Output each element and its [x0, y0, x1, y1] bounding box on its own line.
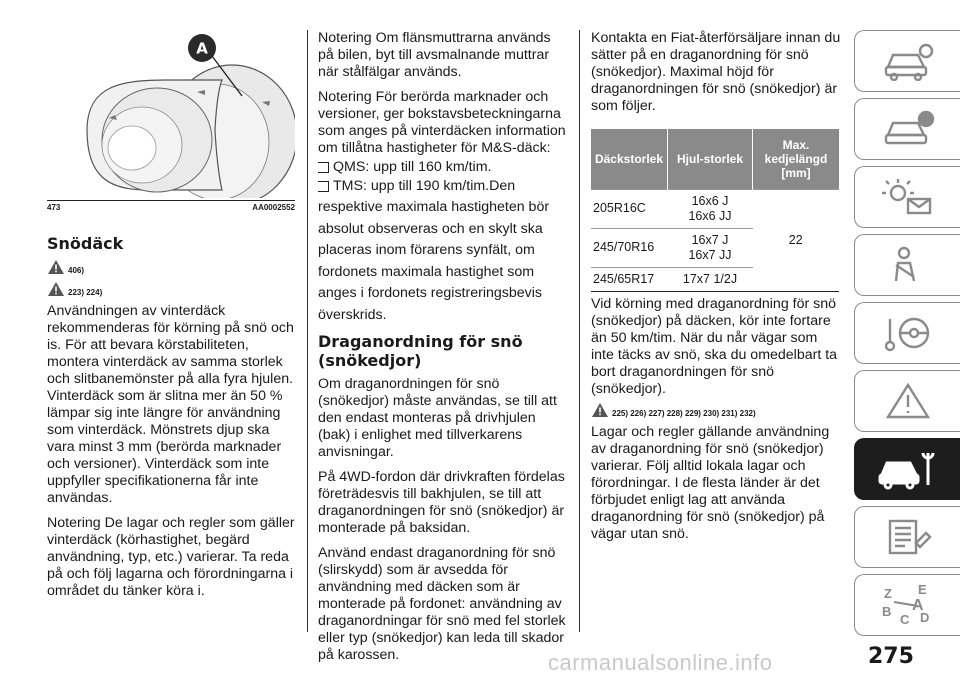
table-cell: 245/65R17	[591, 267, 668, 291]
warning-ref-3	[591, 402, 841, 418]
figure-number: 473	[47, 203, 61, 212]
warning-ref-1	[47, 259, 295, 275]
table-cell-max-length: 22	[753, 189, 840, 291]
paragraph: Vid körning med draganordning för snö (snökedjor) på däcken, kör inte fortare än 50 km/tim. När du når vägar som inte täcks av snö, ska du omedelbart ta bort draganordningen för snö (snökedjor).	[591, 295, 838, 397]
winter-tyre-illustration	[47, 30, 295, 198]
callout-a: A	[196, 39, 208, 58]
safety-icon	[880, 245, 936, 285]
bullet-text: TMS: upp till 190 km/tim.Den	[333, 178, 516, 194]
paragraph: Om draganordningen för snö (snökedjor) måste användas, se till att den endast monteras på drivhjulen (bak) i enlighet med tillverkarens anvisningar.	[318, 376, 557, 460]
table-header: Max. kedjelängd [mm]	[753, 129, 840, 189]
tyre-figure	[47, 30, 295, 198]
tab-dashboard[interactable]	[854, 30, 960, 92]
wheel-size: 16x7 J	[691, 232, 729, 247]
warning-triangle-icon	[47, 259, 65, 275]
table-cell: 245/70R16	[591, 228, 668, 267]
section-heading-snow-chains: Draganordning för snö (snökedjor)	[318, 332, 523, 370]
bullet-marker-icon	[318, 181, 329, 192]
table-header: Däckstorlek	[591, 129, 668, 189]
paragraph: På 4WD-fordon där drivkraften fördelas företrädesvis till bakhjulen, se till att draganordningen för snö (snökedjor) är monterade på baksidan.	[318, 469, 565, 536]
column-divider	[579, 30, 580, 632]
tab-maintenance[interactable]	[854, 438, 960, 500]
column-divider	[307, 30, 308, 632]
car-info-icon	[880, 109, 936, 149]
paragraph: Använd endast draganordning för snö (slirskydd) som är avsedda för användning med däcken som är monterade på fordonet: användning av draganordningar för snö med fel storlek eller typ (snökedjor) kan leda till skador på karossen.	[318, 545, 566, 663]
wheel-size: 16x6 J	[691, 193, 729, 208]
bullet-item	[318, 159, 568, 176]
figure-code: AA0002552	[252, 203, 295, 212]
technical-data-icon	[880, 517, 936, 557]
paragraph: Kontakta en Fiat-återförsäljare innan du sätter på en draganordning för snö (snökedjor). Maximal höjd för draganordningen för snö (snökedjor) är som följer.	[591, 30, 841, 114]
table-cell: 17x7 1/2J	[668, 267, 753, 291]
table-cell: 205R16C	[591, 189, 668, 228]
warning-lights-icon	[880, 177, 936, 217]
figure-caption	[47, 200, 295, 212]
table-row	[591, 189, 839, 228]
warning-triangle-icon	[47, 281, 65, 297]
column-2	[318, 30, 568, 672]
svg-text:Z: Z	[883, 586, 892, 601]
warning-ref-text-2: 223) 224)	[68, 288, 103, 297]
tab-safety[interactable]	[854, 234, 960, 296]
paragraph: Notering De lagar och regler som gäller vinterdäck (körhastighet, begärd användning, typ, etc.) varierar. Ta reda på och följ lagarna och förordningarna i området du tänker köra i.	[47, 515, 295, 599]
tab-emergency[interactable]	[854, 370, 960, 432]
svg-text:D: D	[919, 610, 929, 625]
svg-text:B: B	[881, 604, 891, 619]
svg-text:E: E	[917, 582, 927, 597]
watermark: carmanualsonline.info	[548, 650, 773, 675]
wheel-size: 16x6 JJ	[688, 208, 732, 223]
warning-ref-text-3: 225) 226) 227) 228) 229) 230) 231) 232)	[612, 408, 756, 418]
paragraph: Notering För berörda marknader och versioner, ger bokstavsbeteckningarna som anges på vinterdäcken information om tillåtna hastigheter för M&S-däck:	[318, 89, 566, 156]
warning-ref-text-1: 406)	[68, 266, 85, 275]
svg-text:C: C	[899, 612, 909, 627]
section-heading-winter-tyres: Snödäck	[47, 234, 124, 253]
index-icon	[878, 582, 938, 628]
svg-text:A: A	[911, 597, 924, 614]
bullet-marker-icon	[318, 162, 329, 173]
table-cell	[668, 189, 753, 228]
table-cell	[668, 228, 753, 267]
paragraph: respektive maximala hastigheten bör absolut observeras och en skylt ska placeras inom förarens synfält, om fordonets maximala hastighet som anges i fordonets registreringsbevis överskrids.	[318, 199, 550, 323]
warning-triangle-icon	[591, 402, 609, 418]
tab-index[interactable]	[854, 574, 960, 636]
tab-warning-lights[interactable]	[854, 166, 960, 228]
bullet-text: QMS: upp till 160 km/tim.	[333, 159, 492, 175]
warning-ref-2	[47, 281, 295, 297]
column-3	[591, 30, 841, 551]
tab-car-info[interactable]	[854, 98, 960, 160]
page-number: 275	[868, 644, 914, 669]
starting-driving-icon	[880, 313, 936, 353]
bullet-item	[318, 178, 568, 195]
paragraph: Användningen av vinterdäck rekommenderas för körning på snö och is. För att bevara körstabiliteten, montera vinterdäck av samma storlek och slitbanemönster på alla fyra hjulen. Vinterdäck som är slitna mer än 50 % lämpar sig inte längre för användning som vinterdäck. Mönstrets djup ska vara minst 3 mm (berörda marknader och versioner). Vinterdäck som inte uppfyller specifikationerna får inte användas.	[47, 303, 294, 506]
paragraph: Notering Om flänsmuttrarna används på bilen, byt till avsmalnande muttrar när stålfälgar används.	[318, 30, 551, 80]
column-1	[47, 30, 295, 608]
chapter-tabs	[854, 30, 960, 642]
paragraph: Lagar och regler gällande användning av draganordning för snö (snökedjor) varierar. Följ alltid lokala lagar och förordningar. I de flesta länder är det förbjudet enligt lag att använda draganordning för snö (snökedjor) på vägar utan snö.	[591, 423, 830, 542]
table-header: Hjul-storlek	[668, 129, 753, 189]
car-maintenance-icon	[876, 447, 940, 491]
snow-chain-table	[591, 129, 839, 292]
emergency-icon	[880, 381, 936, 421]
tab-technical-data[interactable]	[854, 506, 960, 568]
car-dashboard-icon	[880, 41, 936, 81]
wheel-size: 16x7 JJ	[688, 247, 732, 262]
tab-starting-driving[interactable]	[854, 302, 960, 364]
